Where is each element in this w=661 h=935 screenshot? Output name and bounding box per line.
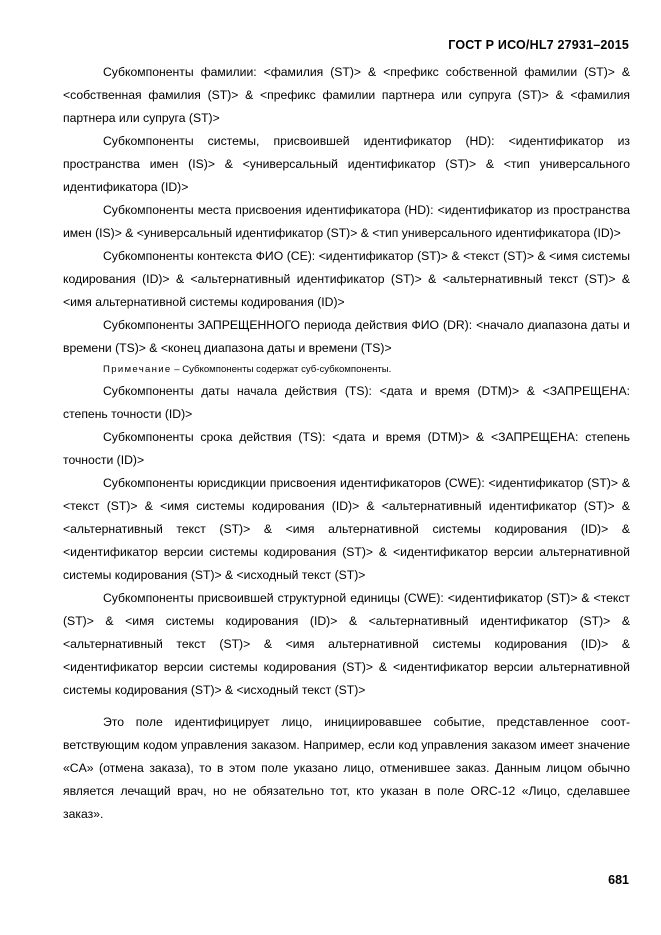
paragraph-assigning-authority-subcomponents: Субкомпоненты системы, присвоившей идентификатор (HD): <идентификатор из пространства имен (IS)> & <универсальный идентификатор (ST)> & <тип универсального идентификатора (ID)> [63, 134, 630, 194]
body-text [63, 61, 630, 826]
note-label: Примечание [103, 364, 172, 375]
paragraph-assigning-facility-subcomponents: Субкомпоненты места присвоения идентификатора (HD): <идентификатор из пространства имен (IS)> & <универсальный идентификатор (ST)> & <тип универсального идентификатора (ID)> [63, 203, 630, 240]
note [63, 360, 630, 380]
paragraph-field-description: Это поле идентифицирует лицо, инициировавшее событие, представленное соответствующим кодом управления заказом. Например, если код управления заказом имеет значение «CA» (отмена заказа), то в этом поле указано лицо, отменившее заказ. Данным лицом обычно является лечащий врач, но не обязательно тот, кто указан в поле ORC-12 «Лицо, сделавшее заказ». [63, 715, 630, 821]
note-text: – Субкомпоненты содержат суб-субкомпоненты. [171, 364, 392, 375]
standard-header: ГОСТ Р ИСО/HL7 27931–2015 [448, 38, 629, 52]
paragraph-expiration-date-subcomponents: Субкомпоненты срока действия (TS): <дата и время (DTM)> & <ЗАПРЕЩЕНА: степень точности (ID)> [63, 430, 630, 467]
paragraph-assigning-department-subcomponents: Субкомпоненты присвоившей структурной единицы (CWE): <идентификатор (ST)> & <текст (ST)> & <имя системы кодирования (ID)> & <альтернативный идентификатор (ST)> & <альтернативный текст (ST)> & <имя альтернативной системы кодирования (ID)> & <идентификатор версии системы кодирования (ST)> & <идентификатор версии альтернативной системы кодирования (ST)> & <исходный текст (ST)> [63, 591, 630, 697]
paragraph-surname-subcomponents: Субкомпоненты фамилии: <фамилия (ST)> & <префикс собственной фамилии (ST)> & <собственная фамилия (ST)> & <префикс фамилии партнера или супруга (ST)> & <фамилия партнера или супруга (ST)> [63, 65, 630, 125]
paragraph-name-validity-range-subcomponents: Субкомпоненты ЗАПРЕЩЕННОГО периода действия ФИО (DR): <начало диапазона даты и времени (TS)> & <конец диапазона даты и времени (TS)> [63, 318, 630, 355]
paragraph-assigning-jurisdiction-subcomponents: Субкомпоненты юрисдикции присвоения идентификаторов (CWE): <идентификатор (ST)> & <текст (ST)> & <имя системы кодирования (ID)> & <альтернативный идентификатор (ST)> & <альтернативный текст (ST)> & <имя альтернативной системы кодирования (ID)> & <идентификатор версии системы кодирования (ST)> & <идентификатор версии альтернативной системы кодирования (ST)> & <исходный текст (ST)> [63, 476, 630, 582]
paragraph-effective-date-subcomponents: Субкомпоненты даты начала действия (TS): <дата и время (DTM)> & <ЗАПРЕЩЕНА: степень точности (ID)> [63, 384, 630, 421]
paragraph-name-context-subcomponents: Субкомпоненты контекста ФИО (CE): <идентификатор (ST)> & <текст (ST)> & <имя системы кодирования (ID)> & <альтернативный идентификатор (ST)> & <альтернативный текст (ST)> & <имя альтернативной системы кодирования (ID)> [63, 249, 630, 309]
page-number: 681 [608, 873, 629, 887]
